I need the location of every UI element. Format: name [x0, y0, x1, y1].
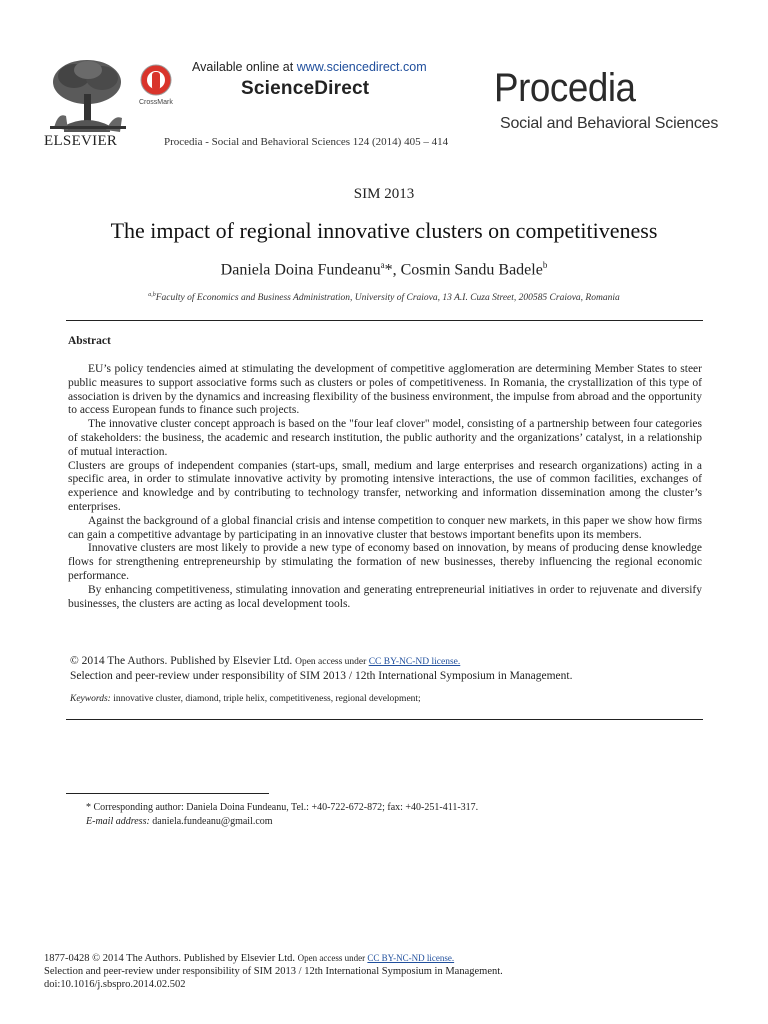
procedia-title: Procedia: [494, 66, 636, 110]
bottom-publication-info: [44, 952, 724, 991]
divider-bottom: [66, 719, 703, 720]
abstract-paragraph: Against the background of a global financial crisis and intense competition to conquer new markets, in this paper we show how firms can gain a competitive advantage by participating in an innovative cluster that bestows important benefits upon its members.: [68, 514, 702, 541]
corresponding-author: * Corresponding author: Daniela Doina Fundeanu, Tel.: +40-722-672-872; fax: +40-251-411-317.: [86, 802, 479, 813]
keywords-label: Keywords:: [70, 694, 111, 704]
conference-label: SIM 2013: [353, 186, 415, 202]
affiliation-text: Faculty of Economics and Business Administration, University of Craiova, 13 A.I. Cuza Street, 200585 Craiova, Romania: [155, 293, 620, 304]
abstract-paragraph: EU’s policy tendencies aimed at stimulating the development of competitive agglomeration are determining Member States to steer public measures to support associative forms such as clusters or poles of competitiveness. In Romania, the crystallization of this type of association is driven by the dynamics and increasing flexibility of the business environment, the impulse from abroad and the opportunity to access European funds to finance such projects.: [68, 363, 702, 417]
keywords-text: innovative cluster, diamond, triple helix, competitiveness, regional development;: [110, 694, 421, 704]
journal-citation: Procedia - Social and Behavioral Sciences 124 (2014) 405 – 414: [164, 136, 449, 148]
email-label: E-mail address:: [86, 816, 150, 827]
availability-prefix: Available online at: [192, 60, 297, 74]
corresponding-mark: *: [384, 261, 393, 279]
affiliation-marks: a,b: [148, 292, 156, 298]
keywords: [70, 694, 704, 704]
affiliation: [0, 292, 768, 303]
copyright-line-2: Selection and peer-review under responsibility of SIM 2013 / 12th International Symposium in Management.: [70, 670, 573, 682]
author-1-affil: a: [380, 260, 385, 270]
paper-title: The impact of regional innovative clusters on competitiveness: [110, 218, 658, 243]
bottom-line-2: Selection and peer-review under responsibility of SIM 2013 / 12th International Symposium in Management.: [44, 966, 503, 977]
abstract-paragraph: By enhancing competitiveness, stimulating innovation and generating entrepreneurial initiatives in order to rejuvenate and diversify businesses, the clusters are acting as local development tools.: [68, 583, 702, 610]
divider-top: [66, 320, 703, 321]
abstract-paragraph: The innovative cluster concept approach is based on the "four leaf clover" model, consisting of a partnership between four categories of stakeholders: the business, the academic and research institution, the public authority and the organizations’ catalyst, in a relationship of mutual interaction.: [68, 418, 702, 458]
author-separator: ,: [392, 261, 401, 279]
author-1: Daniela Doina Fundeanu: [220, 261, 381, 279]
copyright-text: © 2014 The Authors. Published by Elsevier Ltd.: [70, 655, 296, 667]
crossmark-label: CrossMark: [139, 99, 173, 106]
footnote-rule: [66, 793, 269, 794]
email-address[interactable]: daniela.fundeanu@gmail.com: [149, 816, 273, 827]
footnote: [86, 801, 686, 829]
copyright-line-1: [70, 654, 704, 669]
author-2-affil: b: [542, 260, 548, 270]
sciencedirect-brand: ScienceDirect: [241, 78, 370, 99]
license-link[interactable]: CC BY-NC-ND license.: [368, 657, 461, 667]
sciencedirect-link[interactable]: www.sciencedirect.com: [296, 60, 427, 74]
procedia-subtitle: Social and Behavioral Sciences: [500, 115, 719, 132]
bottom-line-1: [44, 952, 724, 965]
issn-copyright: 1877-0428 © 2014 The Authors. Published by Elsevier Ltd.: [44, 953, 298, 964]
bottom-open-access: Open access under: [297, 953, 368, 963]
abstract-paragraph: Innovative clusters are most likely to provide a new type of economy based on innovation, by means of producing dense knowledge flows for strengthening entrepreneurship by stimulating the formation of new businesses, thereby influencing the regional economic performance.: [68, 542, 702, 582]
author-list: [0, 260, 768, 279]
bottom-license-link[interactable]: CC BY-NC-ND license.: [367, 953, 455, 963]
copyright-block: [70, 654, 704, 683]
elsevier-wordmark: ELSEVIER: [44, 133, 118, 149]
doi[interactable]: doi:10.1016/j.sbspro.2014.02.502: [44, 979, 186, 990]
email-line: [86, 815, 686, 829]
availability-line: [192, 60, 427, 74]
abstract-body: [68, 363, 702, 611]
abstract-paragraph: Clusters are groups of independent companies (start-ups, small, medium and large enterprises and research organizations) acting in a specific area, in order to stimulate innovative activity by promoting intensive interactions, the use of common facilities, exchanges of experience and knowledge and by contributing to technology transfer, networking and information dissemination among the cluster’s enterprises.: [68, 459, 702, 513]
author-2: Cosmin Sandu Badele: [400, 261, 543, 279]
abstract-heading: Abstract: [68, 335, 111, 347]
open-access-label: Open access under: [295, 657, 369, 667]
